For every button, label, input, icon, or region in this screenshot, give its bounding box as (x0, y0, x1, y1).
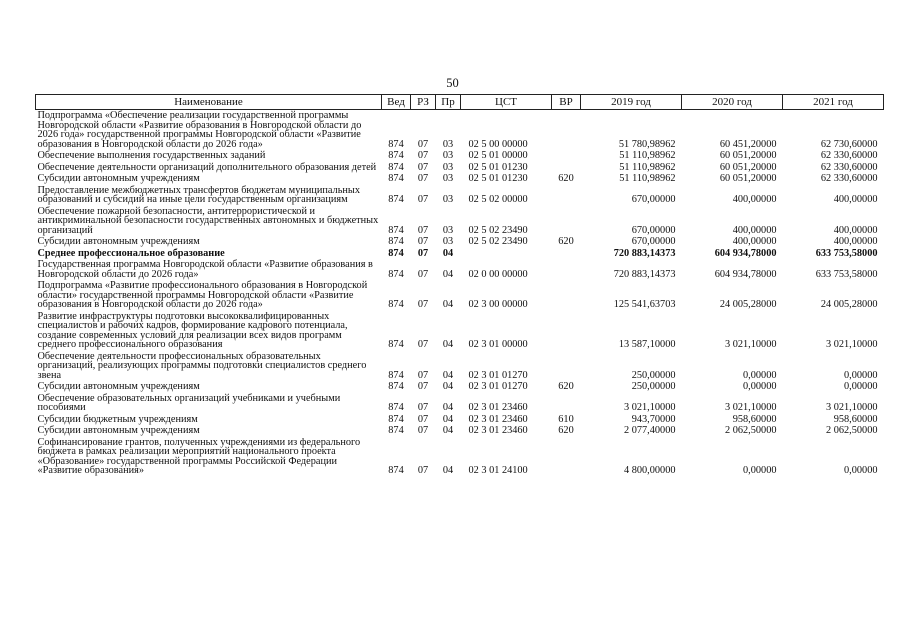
cell-vr: 610 (558, 413, 574, 425)
cell-ved: 874 (388, 247, 404, 259)
cell-2021: 0,00000 (844, 369, 878, 381)
cell-2020: 3 021,10000 (725, 402, 777, 413)
cell-rz: 07 (417, 150, 429, 161)
table-row (36, 437, 884, 477)
cell-name: Развитие инфраструктуры подготовки высококвалифицированных специалистов и рабочих кадров, формирование кадрового потенциала, создание современных условий для реализации всех видов программ среднего профессионального образования (37, 310, 348, 350)
cell-ved: 874 (388, 402, 404, 413)
cell-ved: 874 (388, 138, 404, 150)
cell-vr (552, 110, 581, 151)
cell-pr: 03 (442, 173, 454, 184)
cell-vr (552, 162, 581, 174)
cell-vr (552, 437, 581, 477)
table-row (36, 351, 884, 382)
cell-pr: 03 (442, 138, 454, 150)
cell-pr: 04 (442, 425, 454, 436)
table-row (36, 150, 884, 162)
cell-rz: 07 (417, 299, 429, 310)
table-header-row (36, 95, 884, 110)
cell-name: Обеспечение пожарной безопасности, антитеррористической и антикриминальной безопасности государственных автономных и бюджетных организаций (37, 205, 379, 236)
cell-name: Подпрограмма «Развитие профессионального образования в Новгородской области» государственной программы Новгородской области «Развитие образования в Новгородской области до 2026 года» (37, 280, 368, 310)
cell-2019: 51 110,98962 (619, 161, 676, 173)
cell-pr: 04 (442, 247, 454, 259)
cell-name: Среднее профессиональное образование (37, 247, 225, 259)
cell-2021: 3 021,10000 (826, 402, 878, 413)
cell-2019: 4 800,00000 (624, 465, 676, 476)
cell-2020: 400,00000 (732, 224, 777, 236)
cell-2019: 943,70000 (631, 413, 676, 425)
cell-name: Государственная программа Новгородской области «Развитие образования в Новгородской области до 2026 года» (37, 259, 373, 280)
cell-cst: 02 5 02 00000 (468, 194, 528, 205)
cell-name: Обеспечение выполнения государственных заданий (37, 150, 266, 161)
table-row (36, 259, 884, 280)
cell-2019: 670,00000 (631, 194, 676, 205)
cell-pr: 03 (442, 236, 454, 247)
cell-2021: 62 730,60000 (820, 138, 878, 150)
cell-name: Предоставление межбюджетных трансфертов бюджетам муниципальных образований и субсидий на иные цели государственным организациям (37, 184, 360, 205)
cell-ved: 874 (388, 150, 404, 161)
cell-rz: 07 (417, 161, 429, 173)
cell-vr: 620 (558, 173, 574, 184)
cell-rz: 07 (417, 425, 429, 436)
table-row (36, 311, 884, 351)
cell-ved: 874 (388, 381, 404, 392)
cell-2019: 51 110,98962 (619, 150, 676, 161)
cell-vr (552, 351, 581, 382)
cell-rz: 07 (417, 194, 429, 205)
cell-pr: 04 (442, 299, 454, 310)
cell-rz: 07 (417, 138, 429, 150)
table-row (36, 414, 884, 426)
cell-pr: 04 (442, 413, 454, 425)
cell-vr: 620 (558, 381, 574, 392)
cell-vr (552, 259, 581, 280)
cell-2021: 633 753,58000 (815, 268, 878, 280)
cell-pr: 03 (442, 194, 454, 205)
cell-rz: 07 (417, 224, 429, 236)
cell-cst: 02 3 00 00000 (468, 299, 528, 310)
table-row (36, 393, 884, 414)
cell-2020: 60 051,20000 (719, 161, 777, 173)
cell-rz: 07 (417, 247, 429, 259)
table-row (36, 236, 884, 248)
cell-2021: 62 330,60000 (820, 150, 878, 161)
table-row (36, 206, 884, 237)
cell-2020: 24 005,28000 (719, 299, 777, 310)
cell-cst: 02 3 01 23460 (468, 425, 528, 436)
cell-2020: 2 062,50000 (725, 425, 777, 436)
cell-cst: 02 3 01 00000 (468, 339, 528, 350)
budget-table (35, 94, 884, 477)
header-name: Наименование (36, 95, 382, 110)
cell-2020: 400,00000 (732, 236, 777, 247)
cell-vr (552, 150, 581, 162)
cell-2020: 60 051,20000 (719, 173, 777, 184)
cell-2019: 670,00000 (631, 236, 676, 247)
cell-vr (552, 311, 581, 351)
cell-ved: 874 (388, 425, 404, 436)
page-number: 50 (446, 76, 459, 90)
cell-pr: 04 (442, 369, 454, 381)
cell-ved: 874 (388, 413, 404, 425)
cell-cst: 02 5 01 00000 (468, 150, 528, 161)
cell-2020: 400,00000 (732, 194, 777, 205)
cell-rz: 07 (417, 268, 429, 280)
cell-vr (552, 248, 581, 260)
cell-rz: 07 (417, 369, 429, 381)
cell-pr: 03 (442, 161, 454, 173)
cell-2021: 62 330,60000 (820, 173, 878, 184)
cell-vr (552, 280, 581, 311)
header-2019: 2019 год (581, 95, 682, 110)
cell-vr: 620 (558, 425, 574, 436)
cell-ved: 874 (388, 161, 404, 173)
cell-2021: 400,00000 (833, 224, 878, 236)
cell-rz: 07 (417, 339, 429, 350)
cell-cst (461, 248, 552, 260)
cell-2020: 0,00000 (743, 369, 777, 381)
cell-name: Обеспечение образовательных организаций учебниками и учебными пособиями (37, 392, 341, 413)
cell-name: Субсидии автономным учреждениям (37, 173, 200, 184)
cell-2019: 250,00000 (631, 369, 676, 381)
cell-name: Софинансирование грантов, полученных учреждениями из федерального бюджета в рамках реализации мероприятий национального проекта «Образование» государственной программы Российской Федерации «Развитие образования» (37, 436, 361, 476)
cell-pr: 03 (442, 224, 454, 236)
cell-pr: 04 (442, 402, 454, 413)
cell-2019: 51 780,98962 (618, 138, 676, 150)
table-body (36, 110, 884, 477)
cell-2021: 0,00000 (844, 381, 878, 392)
header-2020: 2020 год (682, 95, 783, 110)
cell-cst: 02 3 01 01270 (468, 381, 528, 392)
cell-ved: 874 (388, 173, 404, 184)
cell-2020: 60 051,20000 (719, 150, 777, 161)
cell-pr: 04 (442, 268, 454, 280)
cell-name: Субсидии автономным учреждениям (37, 381, 200, 392)
cell-rz: 07 (417, 413, 429, 425)
cell-pr: 03 (442, 150, 454, 161)
cell-pr: 04 (442, 381, 454, 392)
cell-vr (552, 206, 581, 237)
cell-ved: 874 (388, 268, 404, 280)
cell-rz: 07 (417, 236, 429, 247)
cell-2020: 3 021,10000 (725, 339, 777, 350)
cell-2019: 720 883,14373 (613, 268, 676, 280)
cell-cst: 02 3 01 24100 (468, 465, 528, 476)
cell-2021: 3 021,10000 (826, 339, 878, 350)
cell-2020: 0,00000 (743, 465, 777, 476)
table-row (36, 381, 884, 393)
cell-2019: 13 587,10000 (618, 339, 676, 350)
cell-ved: 874 (388, 465, 404, 476)
cell-ved: 874 (388, 236, 404, 247)
header-vr: ВР (552, 95, 581, 110)
cell-pr: 04 (442, 465, 454, 476)
header-rz: РЗ (411, 95, 436, 110)
table-row (36, 280, 884, 311)
cell-cst: 02 5 00 00000 (468, 138, 528, 150)
cell-cst: 02 5 01 01230 (468, 173, 528, 184)
cell-2021: 400,00000 (833, 236, 878, 247)
table-row (36, 110, 884, 151)
cell-name: Обеспечение деятельности профессиональных образовательных организаций, реализующих программы подготовки специалистов среднего звена (37, 350, 367, 381)
cell-2021: 62 330,60000 (820, 161, 878, 173)
cell-cst: 02 3 01 23460 (468, 413, 528, 425)
cell-vr: 620 (558, 236, 574, 247)
cell-2019: 720 883,14373 (613, 247, 676, 259)
cell-cst: 02 3 01 23460 (468, 402, 528, 413)
cell-name: Субсидии автономным учреждениям (37, 236, 200, 247)
cell-2020: 604 934,78000 (714, 247, 777, 259)
cell-cst: 02 0 00 00000 (468, 268, 528, 280)
cell-2021: 633 753,58000 (815, 247, 878, 259)
cell-2020: 958,60000 (732, 413, 777, 425)
cell-ved: 874 (388, 339, 404, 350)
cell-cst: 02 5 02 23490 (468, 236, 528, 247)
cell-2021: 24 005,28000 (820, 299, 878, 310)
table-row (36, 173, 884, 185)
cell-vr (552, 185, 581, 206)
cell-2019: 3 021,10000 (624, 402, 676, 413)
cell-2020: 0,00000 (743, 381, 777, 392)
cell-2021: 400,00000 (833, 194, 878, 205)
cell-name: Подпрограмма «Обеспечение реализации государственной программы Новгородской области «Развитие образования в Новгородской области до 2026 года» государственной программы Новгородской области «Развитие образования в Новгородской области до 2026 года» (37, 110, 362, 150)
cell-2021: 0,00000 (844, 465, 878, 476)
cell-ved: 874 (388, 369, 404, 381)
table-row (36, 425, 884, 437)
cell-rz: 07 (417, 465, 429, 476)
table-row (36, 162, 884, 174)
header-2021: 2021 год (783, 95, 884, 110)
cell-2020: 60 451,20000 (719, 138, 777, 150)
cell-2021: 958,60000 (833, 413, 878, 425)
cell-vr (552, 393, 581, 414)
cell-2019: 125 541,63703 (613, 299, 676, 310)
cell-2019: 51 110,98962 (619, 173, 676, 184)
cell-rz: 07 (417, 381, 429, 392)
header-cst: ЦСТ (461, 95, 552, 110)
table-row (36, 248, 884, 260)
cell-2019: 2 077,40000 (624, 425, 676, 436)
table-row (36, 185, 884, 206)
cell-cst: 02 5 02 23490 (468, 224, 528, 236)
cell-2019: 670,00000 (631, 224, 676, 236)
cell-ved: 874 (388, 194, 404, 205)
cell-rz: 07 (417, 173, 429, 184)
cell-name: Обеспечение деятельности организаций дополнительного образования детей (37, 161, 377, 173)
cell-2019: 250,00000 (631, 381, 676, 392)
cell-ved: 874 (388, 224, 404, 236)
cell-pr: 04 (442, 339, 454, 350)
cell-name: Субсидии бюджетным учреждениям (37, 413, 198, 425)
cell-name: Субсидии автономным учреждениям (37, 425, 200, 436)
cell-2021: 2 062,50000 (826, 425, 878, 436)
cell-cst: 02 5 01 01230 (468, 161, 528, 173)
header-ved: Вед (382, 95, 411, 110)
cell-ved: 874 (388, 299, 404, 310)
cell-2020: 604 934,78000 (714, 268, 777, 280)
cell-rz: 07 (417, 402, 429, 413)
header-pr: Пр (436, 95, 461, 110)
cell-cst: 02 3 01 01270 (468, 369, 528, 381)
